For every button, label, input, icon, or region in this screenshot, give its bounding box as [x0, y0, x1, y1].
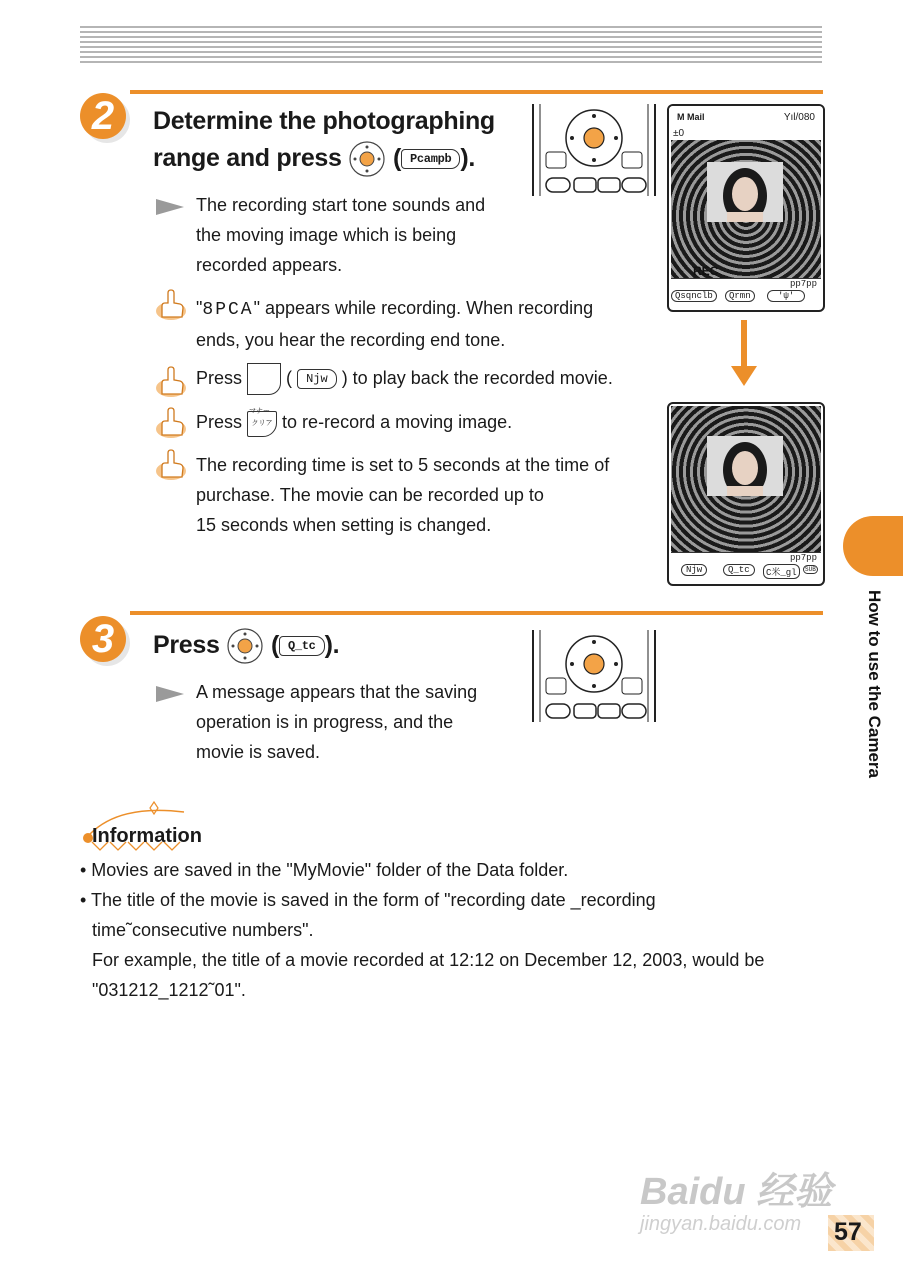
note2 [196, 363, 613, 395]
center-key-icon [348, 140, 386, 178]
watermark-url: jingyan.baidu.com [640, 1213, 802, 1235]
page-number: 57 [834, 1218, 862, 1246]
paren-close: ). [324, 631, 340, 659]
info-bullet: • The title of the movie is saved in the form of "recording date _recording [80, 890, 656, 910]
status-bar [669, 106, 823, 139]
phone-keypad-illustration [532, 630, 656, 722]
paren-open: ( [286, 368, 293, 388]
paren-open: ( [270, 631, 279, 659]
step2-heading-line2 [153, 140, 475, 178]
pointing-hand-icon [154, 366, 188, 398]
note4 [196, 450, 609, 540]
result-line: The recording start tone sounds and [196, 195, 486, 215]
softkey-left: Qsqnclb [671, 290, 717, 302]
info-bullet-cont: For example, the title of a movie recorded at 12:12 on December 12, 2003, would be [92, 950, 765, 970]
phone-screen-playback [667, 402, 825, 586]
softkey-left: Njw [681, 564, 707, 576]
note-text: The recording time is set to 5 seconds at the time of [196, 455, 610, 475]
left-softkey-icon [247, 363, 281, 395]
note-text: Press [196, 368, 243, 388]
step2-divider [130, 90, 823, 94]
clear-key-icon [247, 409, 277, 437]
result-line: movie is saved. [196, 742, 321, 762]
softkey-label: Q_tc [279, 636, 325, 656]
step2-number: 2 [80, 93, 126, 139]
mail-status-icon: M Mail [677, 112, 705, 122]
portrait-photo [707, 436, 783, 496]
softkey-bar [671, 564, 821, 580]
note-text: to re-record a moving image. [282, 412, 513, 432]
progress-bar [671, 552, 821, 563]
step2-heading-text: range and press [153, 144, 342, 172]
step2-heading-line1: Determine the photographing [153, 107, 495, 135]
softkey-label: Pcampb [401, 149, 460, 169]
rec-indicator-code: 8PCA [202, 300, 254, 320]
watermark-logo: Baidu 经验 [640, 1171, 833, 1213]
time-counter: pp7pp [789, 553, 817, 563]
step3-heading-text: Press [153, 631, 220, 659]
result-arrow-icon [156, 199, 184, 215]
result-line: A message appears that the saving [196, 682, 478, 702]
step3-result [196, 677, 477, 767]
pointing-hand-icon [154, 407, 188, 439]
phone-keypad-illustration [532, 104, 656, 196]
paren-open: ( [392, 144, 401, 172]
note1 [196, 293, 656, 355]
info-bullet-cont: "031212_1212˜01". [92, 980, 246, 1000]
info-bullet: • Movies are saved in the "MyMovie" folder of the Data folder. [80, 860, 569, 880]
clear-key-top-label: マナー [249, 408, 271, 416]
step3-number: 3 [80, 616, 126, 662]
softkey-right: 'ψ' [767, 290, 805, 302]
note-text: Press [196, 412, 243, 432]
softkey-bar [671, 290, 821, 306]
note-text: " appears while recording. When recording [253, 298, 594, 318]
result-line: recorded appears. [196, 255, 343, 275]
softkey-center: Q_tc [723, 564, 755, 576]
info-bullet-cont: time˜consecutive numbers". [92, 920, 314, 940]
softkey-label: Njw [297, 369, 337, 389]
portrait-photo [707, 162, 783, 222]
result-arrow-icon [156, 686, 184, 702]
center-key-icon [226, 627, 264, 665]
result-line: the moving image which is being [196, 225, 457, 245]
note3 [196, 407, 512, 437]
note-text: 15 seconds when setting is changed. [196, 515, 492, 535]
softkey-sub: SUB [805, 566, 816, 573]
information-body [80, 855, 820, 1005]
information-title: Information [92, 825, 202, 847]
zoom-readout: ±0 [673, 128, 685, 139]
chapter-label-text: How to use the Camera [865, 590, 884, 778]
step3-heading [153, 627, 339, 665]
softkey-center: Qrmn [725, 290, 755, 302]
rec-label: REC [693, 264, 719, 278]
signal-status-icon: Yıl/080 [783, 112, 815, 123]
pointing-hand-icon [154, 449, 188, 481]
header-stripes [80, 26, 822, 64]
down-arrow-icon [731, 320, 757, 388]
softkey-right: C米_gl [763, 564, 800, 579]
step3-divider [130, 611, 823, 615]
quote: " [196, 298, 203, 318]
note-text: purchase. The movie can be recorded up to [196, 485, 544, 505]
note-text: ends, you hear the recording end tone. [196, 330, 506, 350]
clear-key-label: クリア [247, 411, 277, 437]
chapter-label [852, 590, 892, 810]
time-counter: pp7pp [789, 279, 817, 289]
progress-bar [671, 278, 821, 289]
chapter-tab [843, 516, 903, 576]
pointing-hand-icon [154, 289, 188, 321]
step2-result [196, 190, 485, 280]
note-text: ) to play back the recorded movie. [341, 368, 613, 388]
result-line: operation is in progress, and the [196, 712, 454, 732]
paren-close: ). [460, 144, 476, 172]
phone-screen-recording [667, 104, 825, 312]
